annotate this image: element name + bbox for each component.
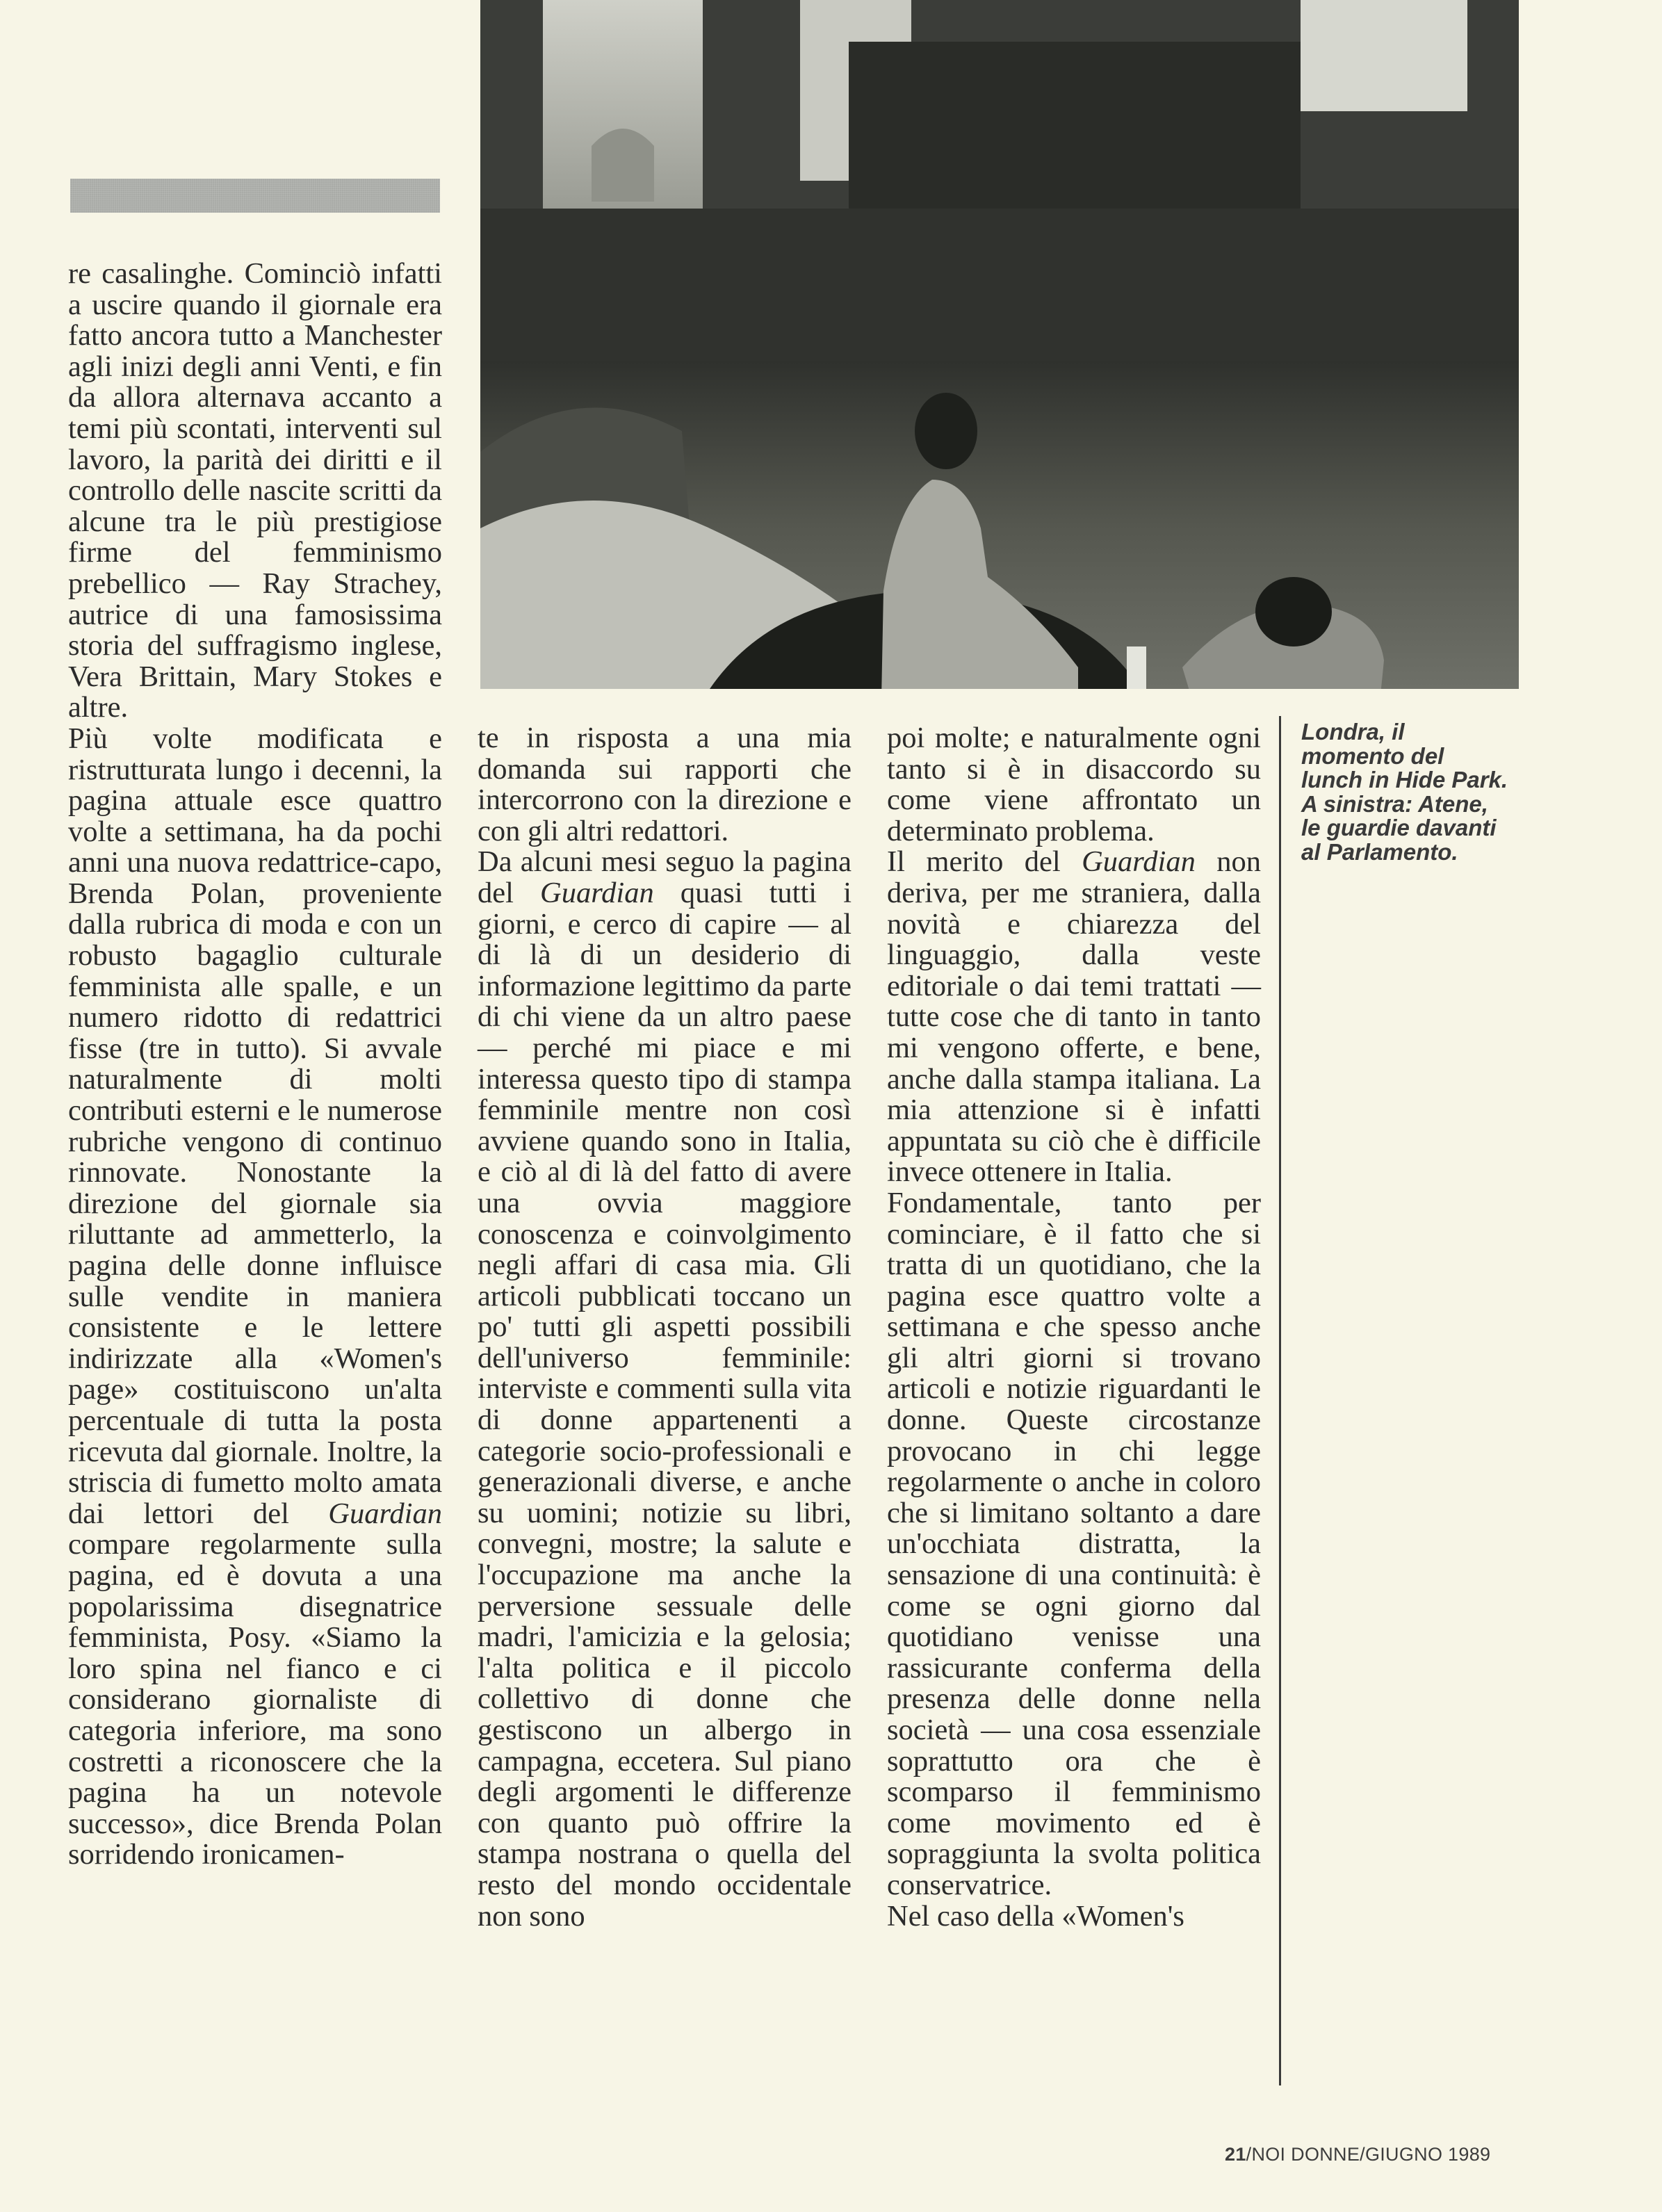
page-footer bbox=[1225, 2144, 1490, 2165]
article-paragraph bbox=[478, 723, 852, 847]
paragraph-text: Nel caso della «Women's bbox=[887, 1899, 1184, 1933]
article-paragraph bbox=[68, 259, 442, 724]
publication-name: Guardian bbox=[1082, 845, 1196, 879]
photo-caption: Londra, il momento del lunch in Hide Park. A sinistra: Atene, le guardie davanti al Parlamento. bbox=[1301, 719, 1508, 865]
page-number: 21 bbox=[1225, 2144, 1246, 2165]
caption-divider bbox=[1279, 716, 1281, 2085]
paragraph-text: Più volte modificata e ristrutturata lungo i decenni, la pagina attuale esce quattro volte a settimana, ha da pochi anni una nuova redattrice-capo, Brenda Polan, proveniente dalla rubrica di moda e con un robusto bagaglio culturale femminista alle spalle, e un numero ridotto di redattrici fisse (tre in tutto). Si avvale naturalmente di molti contributi esterni e le numerose rubriche vengono di continuo rinnovate. Nonostante la direzione del giornale sia riluttante ad ammetterlo, la pagina delle donne influisce sulle vendite in maniera consistente e le lettere indirizzate alla «Women's page» costituiscono un'alta percentuale di tutta la posta ricevuta dal giornale. Inoltre, la striscia di fumetto molto amata dai lettori del bbox=[68, 722, 442, 1530]
article-column-1 bbox=[68, 259, 442, 1871]
paragraph-text: non deriva, per me straniera, dalla novità e chiarezza del linguaggio, dalla veste editoriale o dai temi trattati — tutte cose che di tanto in tanto mi vengono offerte, e bene, anche dalla stampa italiana. La mia attenzione si è infatti appuntata su ciò che è difficile invece ottenere in Italia. bbox=[887, 845, 1262, 1189]
paragraph-text: compare regolarmente sulla pagina, ed è dovuta a una popolarissima disegnatrice femminista, Posy. «Siamo la loro spina nel fianco e ci considerano giornaliste di categoria inferiore, ma sono costretti a riconoscere che la pagina ha un notevole successo», dice Brenda Polan sorridendo ironicamen- bbox=[68, 1528, 442, 1871]
paragraph-text: quasi tutti i giorni, e cerco di capire — al di là di un desiderio di informazione legittimo da parte di chi viene da un altro paese — perché mi piace e mi interessa questo tipo di stampa femminile mentre non così avviene quando sono in Italia, e ciò al di là del fatto di avere una ovvia maggiore conoscenza e coinvolgimento negli affari di casa mia. Gli articoli pubblicati toccano un po' tutti gli aspetti possibili dell'universo femminile: interviste e commenti sulla vita di donne appartenenti a categorie socio-professionali e generazionali diverse, e anche su uomini; notizie su libri, convegni, mostre; la salute e l'occupazione ma anche la perversione sessuale delle madri, l'amicizia e la gelosia; l'alta politica e il piccolo collettivo di donne che gestiscono un albergo in campagna, eccetera. Sul piano degli argomenti le differenze con quanto può offrire la stampa nostrana o quella del resto del mondo occidentale non sono bbox=[478, 876, 852, 1933]
article-paragraph bbox=[478, 847, 852, 1932]
article-paragraph bbox=[887, 1188, 1261, 1901]
publication-name: Guardian bbox=[328, 1497, 442, 1530]
photo-park-lunch bbox=[480, 0, 1519, 689]
article-column-3 bbox=[887, 723, 1261, 1932]
article-paragraph bbox=[68, 724, 442, 1871]
article-photo bbox=[480, 0, 1519, 689]
paragraph-text: poi molte; e naturalmente ogni tanto si è in disaccordo su come viene affrontato un determinato problema. bbox=[887, 722, 1261, 847]
article-column-2 bbox=[478, 723, 852, 1932]
paragraph-text: Da alcuni mesi seguo la pagina del bbox=[478, 845, 852, 909]
building-right bbox=[1301, 0, 1467, 111]
paragraph-text: re casalinghe. Cominciò infatti a uscire quando il giornale era fatto ancora tutto a Manchester agli inizi degli anni Venti, e fin da allora alternava accanto a temi più scontati, interventi sul lavoro, la parità dei diritti e il controllo delle nascite scritti da alcune tra le più prestigiose firme del femminismo prebellico — Ray Strachey, autrice di una famosissima storia del suffragismo inglese, Vera Brittain, Mary Stokes e altre. bbox=[68, 257, 442, 724]
section-header-bar bbox=[70, 179, 440, 213]
publication-info: /NOI DONNE/GIUGNO 1989 bbox=[1246, 2144, 1491, 2165]
paragraph-text: te in risposta a una mia domanda sui rapporti che intercorrono con la direzione e con gli altri redattori. bbox=[478, 722, 852, 847]
paragraph-text: Il merito del bbox=[887, 845, 1082, 879]
article-paragraph bbox=[887, 723, 1261, 847]
article-paragraph bbox=[887, 1901, 1261, 1933]
publication-name: Guardian bbox=[540, 876, 654, 909]
article-paragraph bbox=[887, 847, 1261, 1188]
paragraph-text: Fondamentale, tanto per cominciare, è il fatto che si tratta di un quotidiano, che la pagina esce quattro volte a settimana e che spesso anche gli altri giorni si trovano articoli e notizie riguardanti le donne. Queste circostanze provocano in chi legge regolarmente o anche in coloro che si limitano soltanto a dare un'occhiata distratta, la sensazione di una continuità: è come se ogni giorno dal quotidiano venisse una rassicurante conferma della presenza delle donne nella società — una cosa essenziale soprattutto ora che è scomparso il femminismo come movimento ed è sopraggiunta la svolta politica conservatrice. bbox=[887, 1186, 1261, 1901]
